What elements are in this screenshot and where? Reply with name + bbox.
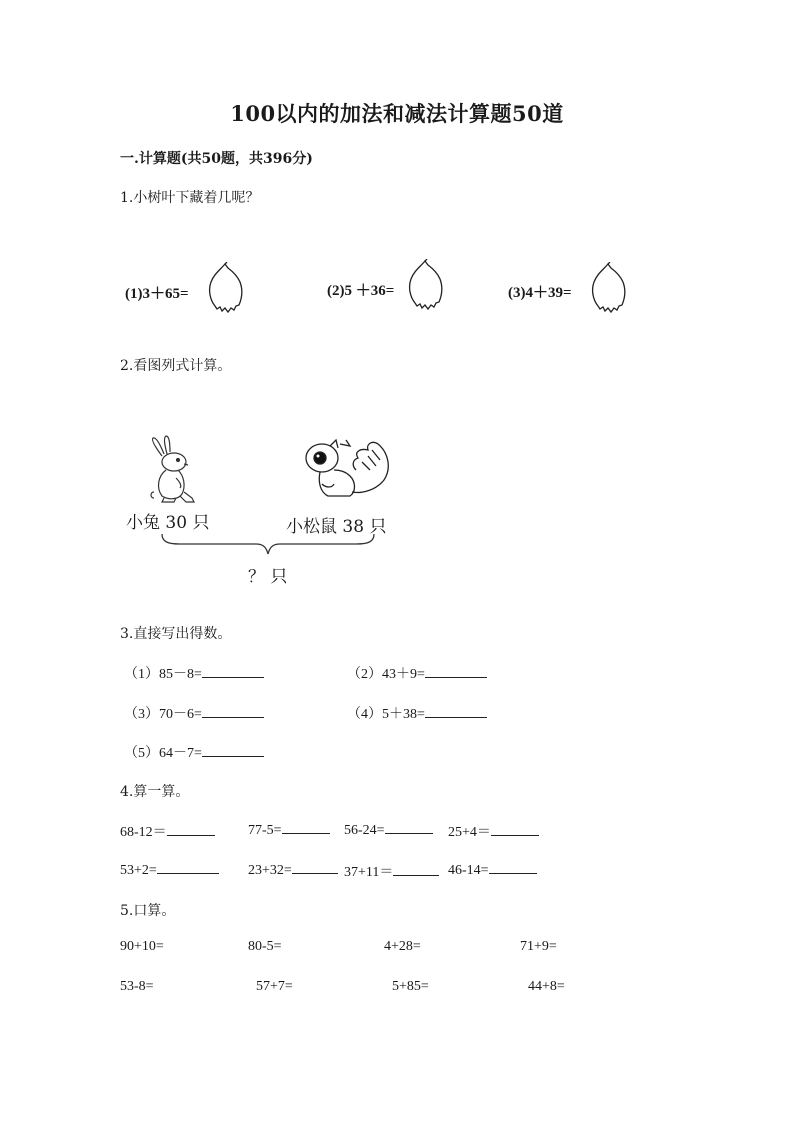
answer-blank[interactable] (157, 861, 219, 874)
answer-blank[interactable] (425, 705, 487, 718)
leaf-icon (589, 262, 627, 314)
q5-item: 71+9= (520, 939, 557, 954)
answer-blank[interactable] (425, 665, 487, 678)
answer-blank[interactable] (167, 823, 215, 836)
squirrel-label: 小松鼠 38 只 (286, 517, 387, 537)
q3-item-2: （2）43＋9= (347, 663, 487, 683)
answer-blank[interactable] (489, 861, 537, 874)
q4-item: 25+4＝ (448, 821, 539, 841)
q5-item: 4+28= (384, 939, 421, 954)
q4-prompt: 4.算一算。 (120, 784, 190, 800)
answer-blank[interactable] (282, 821, 330, 834)
q4-item: 23+32= (248, 861, 338, 879)
q2-prompt: 2.看图列式计算。 (120, 358, 232, 374)
answer-blank[interactable] (292, 861, 338, 874)
answer-blank[interactable] (202, 705, 264, 718)
squirrel-illustration (300, 436, 396, 506)
rabbit-label: 小兔 30 只 (126, 513, 210, 533)
rabbit-illustration (140, 434, 202, 504)
q5-item: 90+10= (120, 939, 164, 954)
answer-blank[interactable] (491, 823, 539, 836)
answer-blank[interactable] (385, 821, 433, 834)
section-header: 一.计算题(共50题，共396分) (120, 151, 313, 167)
answer-blank[interactable] (393, 863, 439, 876)
q3-item-4: （4）5＋38= (347, 703, 487, 723)
q5-item: 5+85= (392, 979, 429, 994)
q3-item-3: （3）70－6= (124, 703, 264, 723)
q3-item-5: （5）64－7= (124, 742, 264, 762)
q1-item-1: (1)3＋65= (125, 286, 189, 302)
leaf-icon (406, 259, 444, 311)
q4-item: 56-24= (344, 821, 433, 839)
q1-prompt: 1.小树叶下藏着几呢？ (120, 190, 260, 206)
q5-item: 80-5= (248, 939, 282, 954)
q3-item-1: （1）85－8= (124, 663, 264, 683)
total-label: ？ 只 (248, 567, 288, 587)
answer-blank[interactable] (202, 665, 264, 678)
q4-item: 46-14= (448, 861, 537, 879)
q5-item: 53-8= (120, 979, 154, 994)
q4-item: 37+11＝ (344, 861, 439, 881)
q1-item-3: (3)4＋39= (508, 285, 572, 301)
answer-blank[interactable] (202, 744, 264, 757)
page-title: 100以内的加法和减法计算题50道 (230, 101, 564, 126)
q3-prompt: 3.直接写出得数。 (120, 626, 232, 642)
q4-item: 53+2= (120, 861, 219, 879)
q5-item: 44+8= (528, 979, 565, 994)
q5-prompt: 5.口算。 (120, 903, 176, 919)
q4-item: 68-12＝ (120, 821, 215, 841)
total-brace (160, 532, 376, 556)
q5-item: 57+7= (256, 979, 293, 994)
q4-item: 77-5= (248, 821, 330, 839)
q1-item-2: (2)5 ＋36= (327, 283, 395, 299)
leaf-icon (206, 262, 244, 314)
